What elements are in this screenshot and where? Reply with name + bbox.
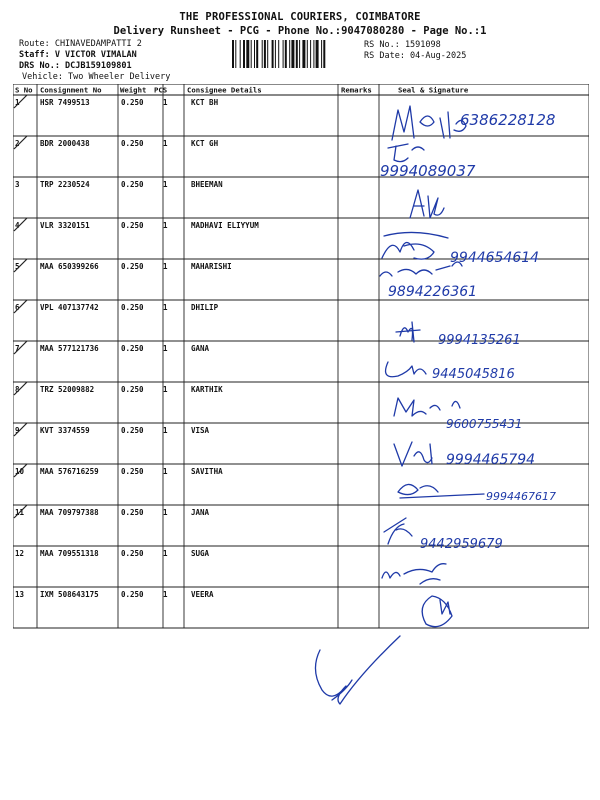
signature-row-2 (380, 144, 476, 180)
row-weight: 0.250 (121, 221, 144, 230)
row-consignment-no: IXM 508643175 (40, 590, 99, 599)
row-consignee: GANA (191, 344, 210, 353)
row-sno: 11 (15, 508, 25, 517)
row-pcs: 1 (163, 590, 168, 599)
phone-number-row-7: 9445045816 (432, 367, 515, 382)
row-sno: 6 (15, 303, 20, 312)
signature-row-9 (394, 442, 535, 468)
phone-number-row-5: 9894226361 (388, 284, 478, 300)
row-consignment-no: VPL 407137742 (40, 303, 99, 312)
row-pcs: 1 (163, 303, 168, 312)
row-pcs: 1 (163, 262, 168, 271)
row-pcs: 1 (163, 139, 168, 148)
row-pcs: 1 (163, 221, 168, 230)
row-pcs: 1 (163, 549, 168, 558)
signature-row-5 (380, 262, 477, 300)
row-weight: 0.250 (121, 426, 144, 435)
row-consignee: BHEEMAN (191, 180, 223, 189)
row-consignment-no: MAA 650399266 (40, 262, 99, 271)
company-title: THE PROFESSIONAL COURIERS, COIMBATORE (179, 11, 421, 23)
row-consignee: VISA (191, 426, 210, 435)
row-consignment-no: KVT 3374559 (40, 426, 90, 435)
row-consignment-no: MAA 576716259 (40, 467, 99, 476)
phone-number-row-10: 9994467617 (486, 490, 556, 503)
runsheet-subtitle: Delivery Runsheet - PCG - Phone No.:9047080280 - Page No.:1 (113, 25, 487, 37)
row-consignee: SAVITHA (191, 467, 223, 476)
column-header: Consignee Details (187, 85, 262, 95)
row-consignee: KCT BH (191, 98, 219, 107)
row-consignment-no: MAA 577121736 (40, 344, 99, 353)
row-pcs: 1 (163, 426, 168, 435)
signature-row-1 (392, 106, 555, 140)
row-weight: 0.250 (121, 508, 144, 517)
row-weight: 0.250 (121, 467, 144, 476)
row-pcs: 1 (163, 467, 168, 476)
row-sno: 3 (15, 180, 20, 189)
row-weight: 0.250 (121, 590, 144, 599)
column-header: S No (15, 85, 33, 95)
phone-number-row-1: 6386228128 (460, 111, 556, 129)
column-header: Remarks (341, 85, 372, 95)
row-sno: 1 (15, 98, 20, 107)
row-pcs: 1 (163, 98, 168, 107)
row-pcs: 1 (163, 344, 168, 353)
large-signature (315, 636, 400, 704)
row-consignment-no: VLR 3320151 (40, 221, 90, 230)
signature-row-10 (398, 484, 556, 503)
row-weight: 0.250 (121, 385, 144, 394)
row-consignee: SUGA (191, 549, 210, 558)
signature-row-12 (382, 564, 446, 584)
vehicle-label: Vehicle: Two Wheeler Delivery (22, 72, 171, 82)
row-sno: 4 (15, 221, 20, 230)
row-consignment-no: MAA 709551318 (40, 549, 99, 558)
signature-row-7 (386, 362, 515, 382)
phone-number-row-6: 9994135261 (438, 333, 521, 348)
column-header: PCS (154, 85, 168, 95)
phone-number-row-4: 9944654614 (450, 250, 540, 266)
row-pcs: 1 (163, 385, 168, 394)
row-sno: 12 (15, 549, 25, 558)
row-consignment-no: HSR 7499513 (40, 98, 90, 107)
row-consignee: VEERA (191, 590, 214, 599)
row-pcs: 1 (163, 180, 168, 189)
row-consignee: DHILIP (191, 303, 219, 312)
row-consignee: KCT GH (191, 139, 219, 148)
row-sno: 9 (15, 426, 20, 435)
row-pcs: 1 (163, 508, 168, 517)
row-weight: 0.250 (121, 303, 144, 312)
row-consignment-no: BDR 2000438 (40, 139, 90, 148)
signature-row-3 (410, 190, 444, 218)
drs-label: DRS No.: DCJB159109801 (19, 61, 132, 71)
row-weight: 0.250 (121, 98, 144, 107)
phone-number-row-9: 9994465794 (446, 452, 536, 468)
row-consignee: KARTHIK (191, 385, 223, 394)
column-header: Seal & Signature (398, 85, 469, 95)
rs-date-label: RS Date: 04-Aug-2025 (364, 51, 467, 61)
row-weight: 0.250 (121, 139, 144, 148)
signature-row-6 (396, 322, 521, 348)
phone-number-row-8: 9600755431 (446, 417, 523, 431)
row-consignment-no: TRZ 52009882 (40, 385, 95, 394)
row-weight: 0.250 (121, 344, 144, 353)
row-sno: 2 (15, 139, 20, 148)
row-consignment-no: TRP 2230524 (40, 180, 90, 189)
row-sno: 5 (15, 262, 20, 271)
row-consignee: JANA (191, 508, 210, 517)
column-header: Weight (120, 85, 147, 95)
signature-row-4 (382, 232, 539, 266)
row-weight: 0.250 (121, 549, 144, 558)
row-sno: 8 (15, 385, 20, 394)
row-weight: 0.250 (121, 180, 144, 189)
signature-row-13 (422, 596, 452, 627)
route-label: Route: CHINAVEDAMPATTI 2 (19, 39, 142, 49)
row-consignee: MADHAVI ELIYYUM (191, 221, 259, 230)
phone-number-row-11: 9442959679 (420, 537, 503, 552)
signature-row-8 (394, 398, 522, 431)
phone-number-row-2: 9994089037 (380, 162, 476, 180)
staff-label: Staff: V VICTOR VIMALAN (19, 50, 137, 60)
column-header: Consignment No (40, 85, 102, 95)
row-sno: 10 (15, 467, 25, 476)
row-weight: 0.250 (121, 262, 144, 271)
rs-no-label: RS No.: 1591098 (364, 40, 441, 50)
row-consignment-no: MAA 709797388 (40, 508, 99, 517)
row-sno: 7 (15, 344, 20, 353)
row-sno: 13 (15, 590, 25, 599)
signature-row-11 (384, 518, 503, 552)
row-consignee: MAHARISHI (191, 262, 232, 271)
